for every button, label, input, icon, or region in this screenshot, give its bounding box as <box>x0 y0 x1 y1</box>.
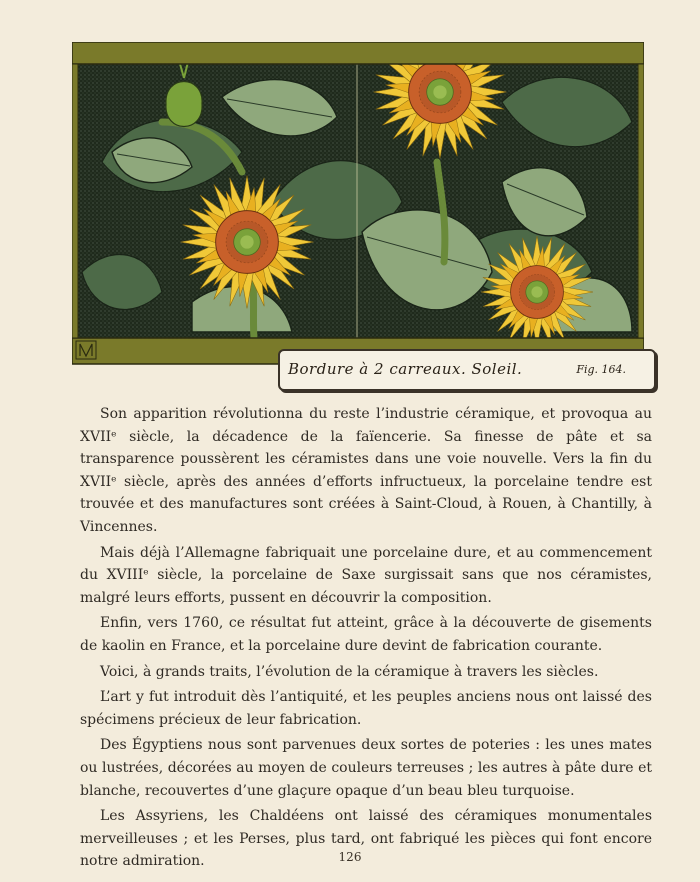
paragraph: Les Assyriens, les Chaldéens ont laissé des céramiques monumentales merveilleuses ; et les Perses, plus tard, ont fabriqué les pièces qui font encore notre admiration. <box>80 808 652 870</box>
paragraph: Mais déjà l’Allemagne fabriquait une porcelaine dure, et au commencement du XVIIIᵉ siècle, la porcelaine de Saxe surgissait sans que nos céramistes, malgré leurs efforts, pussent en découvrir la composition. <box>80 544 652 606</box>
paragraph: Enfin, vers 1760, ce résultat fut atteint, grâce à la découverte de gisements de kaolin en France, et la porcelaine dure devint de fabrication courante. <box>80 615 652 654</box>
page-number: 126 <box>338 850 362 864</box>
paragraph: L’art y fut introduit dès l’antiquité, et les peuples anciens nous ont laissé des spécimens précieux de leur fabrication. <box>80 689 652 728</box>
caption-title: Bordure à 2 carreaux. Soleil. <box>288 360 523 378</box>
figure-number: Fig. 164. <box>576 363 626 376</box>
figure-caption <box>278 349 656 391</box>
paragraph: Son apparition révolutionna du reste l’industrie céramique, et provoqua au XVIIᵉ siècle, la décadence de la faïencerie. Sa finesse de pâte et sa transparence poussèrent les céramistes dans une voie nouvelle. Vers la fin du XVIIᵉ siècle, après des années d’efforts infructueux, la porcelaine tendre est trouvée et des manufactures sont créées à Saint-Cloud, à Rouen, à Chantilly, à Vincennes. <box>80 406 652 535</box>
paragraph: Des Égyptiens nous sont parvenues deux sortes de poteries : les unes mates ou lustrées, décorées au moyen de couleurs terreuses ; les autres à pâte dure et blanche, recouvertes d’une glaçure opaque d’un beau bleu turquoise. <box>80 737 652 799</box>
sunflower-border-illustration <box>72 42 644 368</box>
sunflower-illustration <box>72 42 644 368</box>
paragraph: Voici, à grands traits, l’évolution de la céramique à travers les siècles. <box>100 663 599 680</box>
body-text <box>80 403 652 873</box>
